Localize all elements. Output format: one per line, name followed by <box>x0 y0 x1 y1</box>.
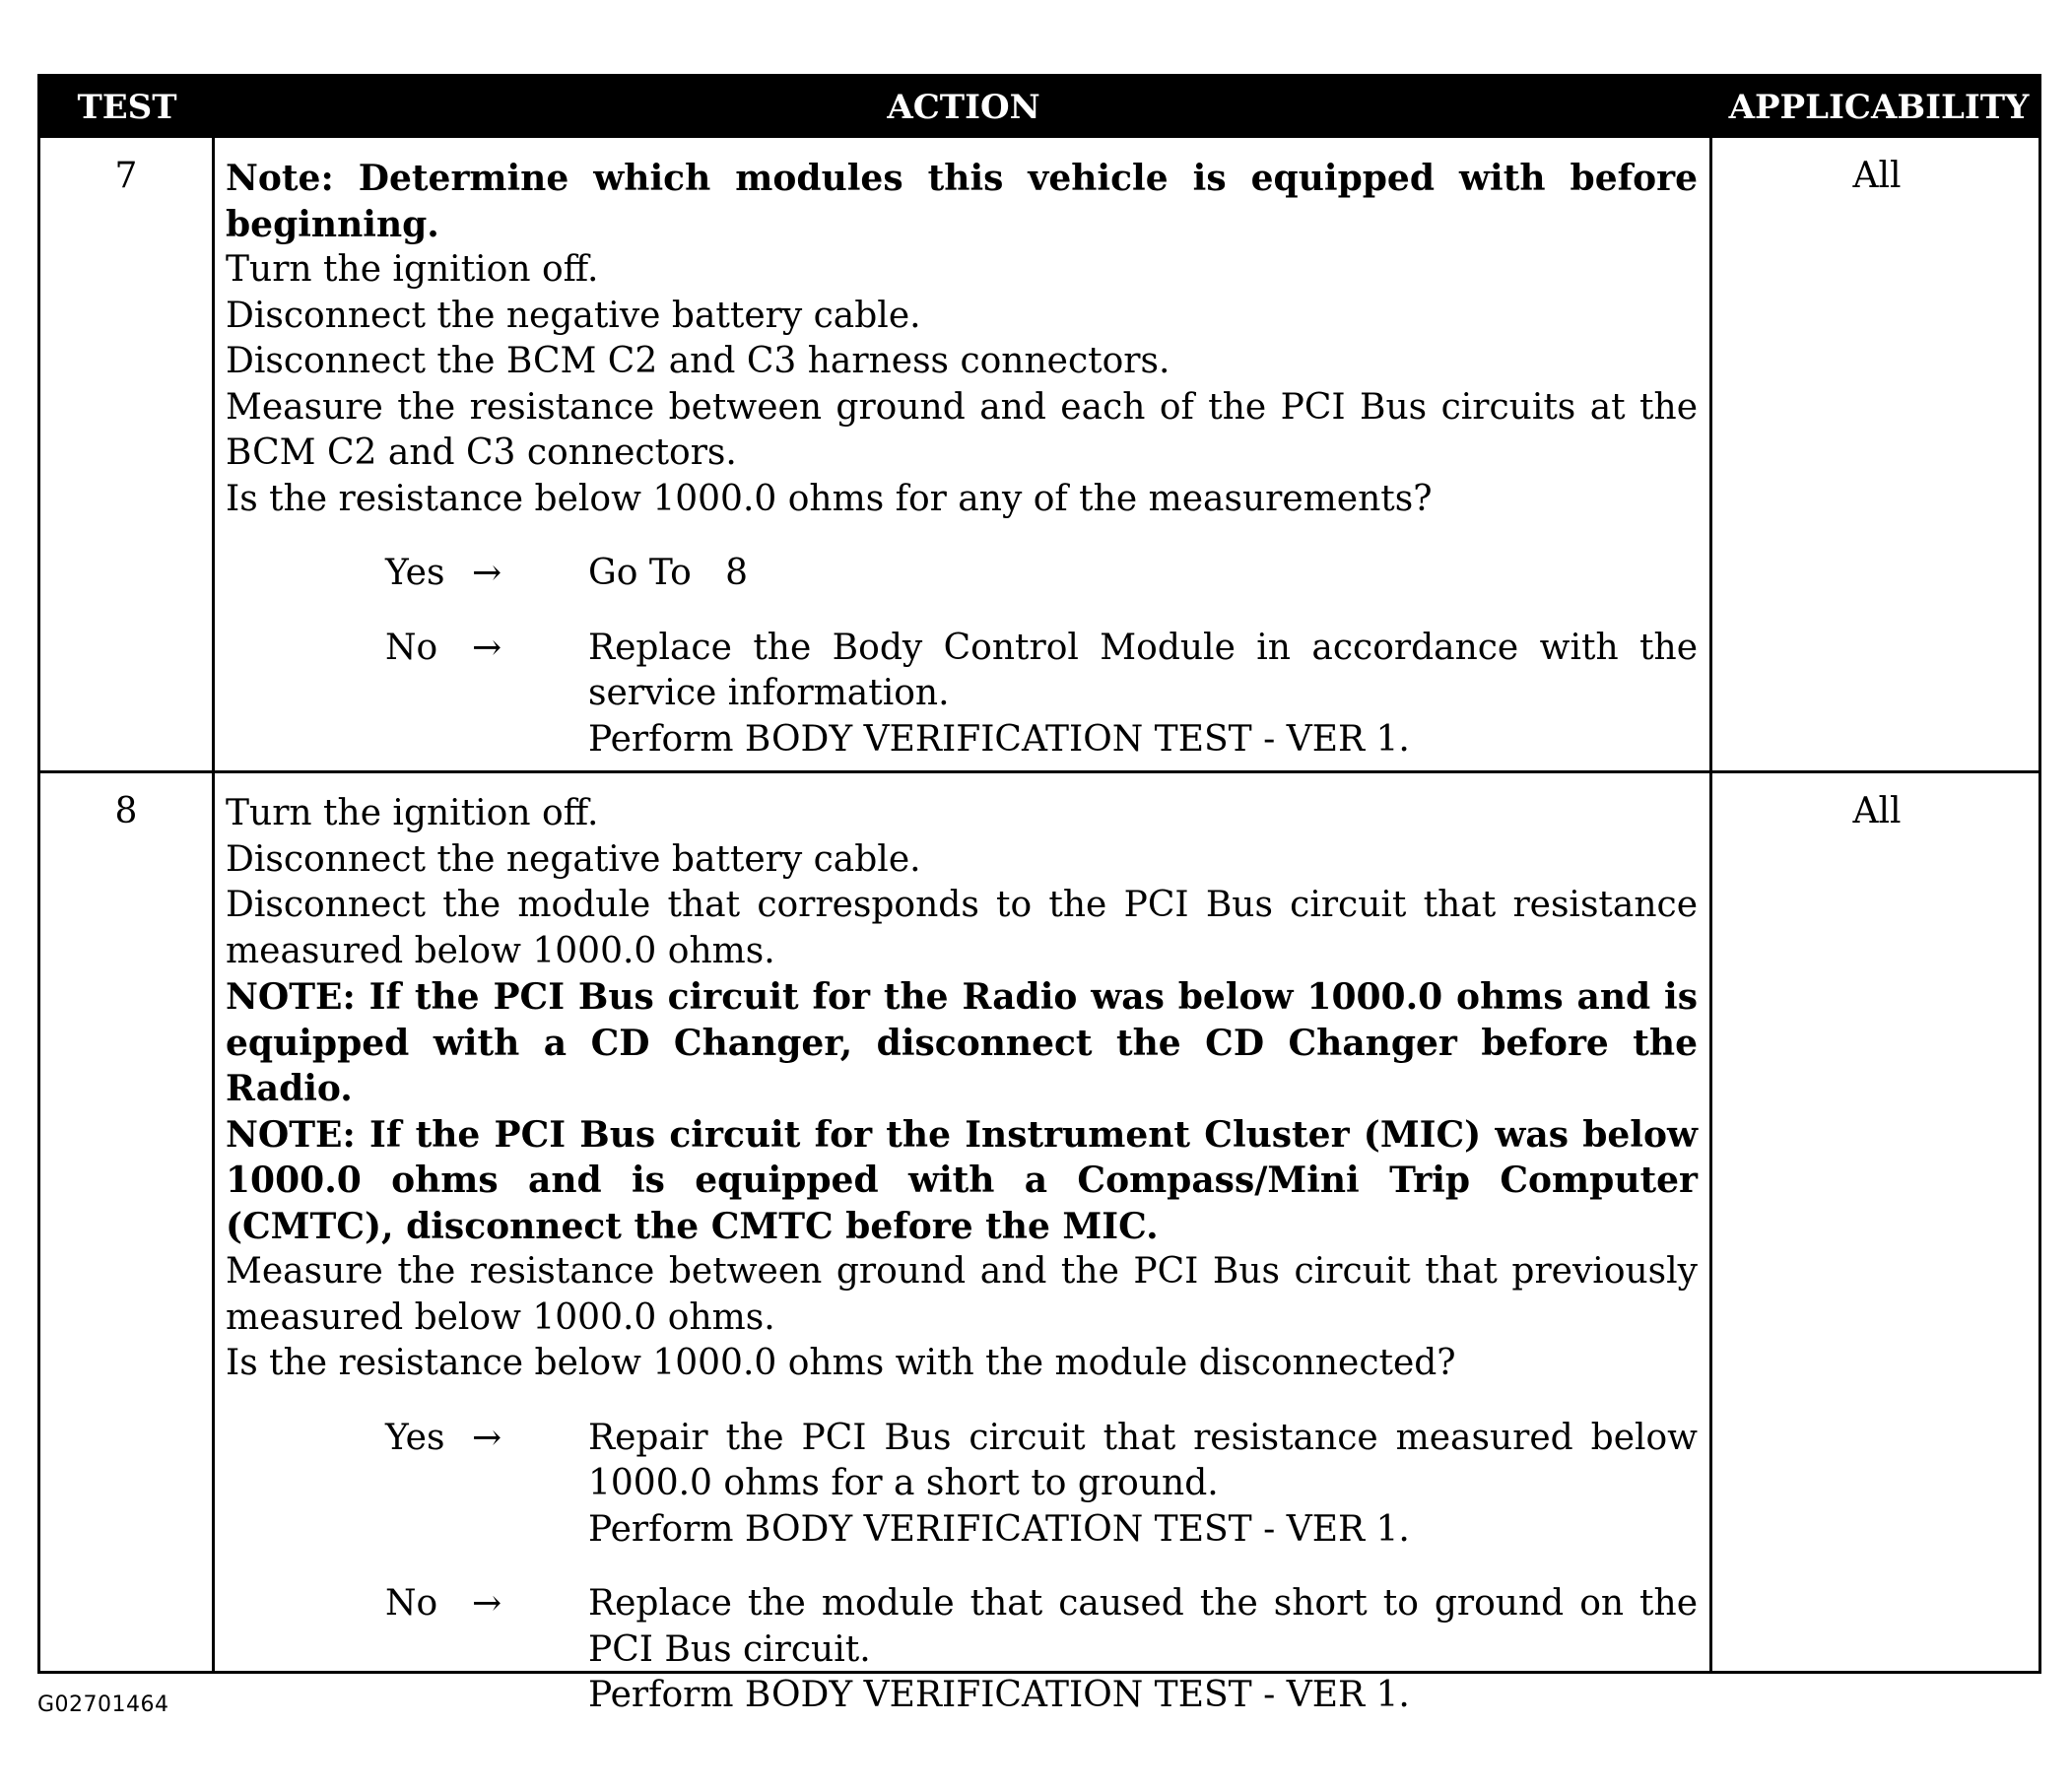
action-question: Is the resistance below 1000.0 ohms for any of the measurements? <box>226 478 1433 519</box>
no-branch <box>226 1581 1698 1719</box>
note-text: Note: Determine which modules this vehicle is equipped with before beginning. <box>226 158 1698 245</box>
yes-branch <box>226 1416 1698 1554</box>
applicability-cell: All <box>1852 791 1902 831</box>
figure-id: G02701464 <box>37 1692 169 1717</box>
right-arrow-icon: → <box>472 553 502 593</box>
applicability-cell: All <box>1852 156 1902 196</box>
action-step: Measure the resistance between ground and the PCI Bus circuit that previously measured below 1000.0 ohms. <box>226 1251 1698 1338</box>
action-step: Measure the resistance between ground and each of the PCI Bus circuits at the BCM C2 and C3 connectors. <box>226 386 1698 473</box>
test-number: 8 <box>114 791 138 831</box>
header-applicability: APPLICABILITY <box>1728 88 2030 127</box>
action-cell <box>226 156 1698 763</box>
action-step: Turn the ignition off. <box>226 793 599 833</box>
no-outcome-text: Replace the module that caused the short to ground on the PCI Bus circuit. <box>588 1583 1698 1670</box>
no-label: No <box>385 627 438 668</box>
no-outcome <box>588 1581 1698 1719</box>
no-outcome-text: Replace the Body Control Module in accordance with the service information. <box>588 627 1698 713</box>
right-arrow-icon: → <box>472 627 502 668</box>
yes-outcome-text: Repair the PCI Bus circuit that resistance measured below 1000.0 ohms for a short to ground. <box>588 1417 1698 1503</box>
action-question: Is the resistance below 1000.0 ohms with the module disconnected? <box>226 1343 1456 1383</box>
no-outcome <box>588 626 1698 763</box>
header-action: ACTION <box>887 88 1040 127</box>
note-text: NOTE: If the PCI Bus circuit for the Radio was below 1000.0 ohms and is equipped with a CD Changer, disconnect the CD Changer before the Radio. <box>226 976 1698 1109</box>
action-step: Disconnect the negative battery cable. <box>226 295 921 336</box>
no-branch <box>226 626 1698 763</box>
yes-outcome: Go To 8 <box>588 553 748 593</box>
action-step: Disconnect the module that corresponds to the PCI Bus circuit that resistance measured below 1000.0 ohms. <box>226 885 1698 971</box>
action-step: Disconnect the negative battery cable. <box>226 838 921 880</box>
table-header <box>40 77 2039 138</box>
test-number: 7 <box>114 156 138 196</box>
action-step: Disconnect the BCM C2 and C3 harness connectors. <box>226 341 1170 381</box>
yes-outcome <box>588 1416 1698 1554</box>
no-label: No <box>385 1583 438 1624</box>
yes-label: Yes <box>385 553 445 593</box>
right-arrow-icon: → <box>472 1583 502 1624</box>
note-text: NOTE: If the PCI Bus circuit for the Instrument Cluster (MIC) was below 1000.0 ohms and is equipped with a Compass/Mini Trip Computer (CMTC), disconnect the CMTC before the MIC. <box>226 1113 1698 1247</box>
right-arrow-icon: → <box>472 1417 502 1458</box>
action-step: Turn the ignition off. <box>226 249 599 290</box>
action-cell <box>226 791 1698 1719</box>
table-row-test-7 <box>40 138 2039 770</box>
perform-verification: Perform BODY VERIFICATION TEST - VER 1. <box>588 1675 1410 1715</box>
perform-verification: Perform BODY VERIFICATION TEST - VER 1. <box>588 1508 1410 1550</box>
yes-branch <box>226 551 1698 597</box>
perform-verification: Perform BODY VERIFICATION TEST - VER 1. <box>588 718 1410 760</box>
yes-label: Yes <box>385 1417 445 1458</box>
header-test: TEST <box>77 88 177 127</box>
